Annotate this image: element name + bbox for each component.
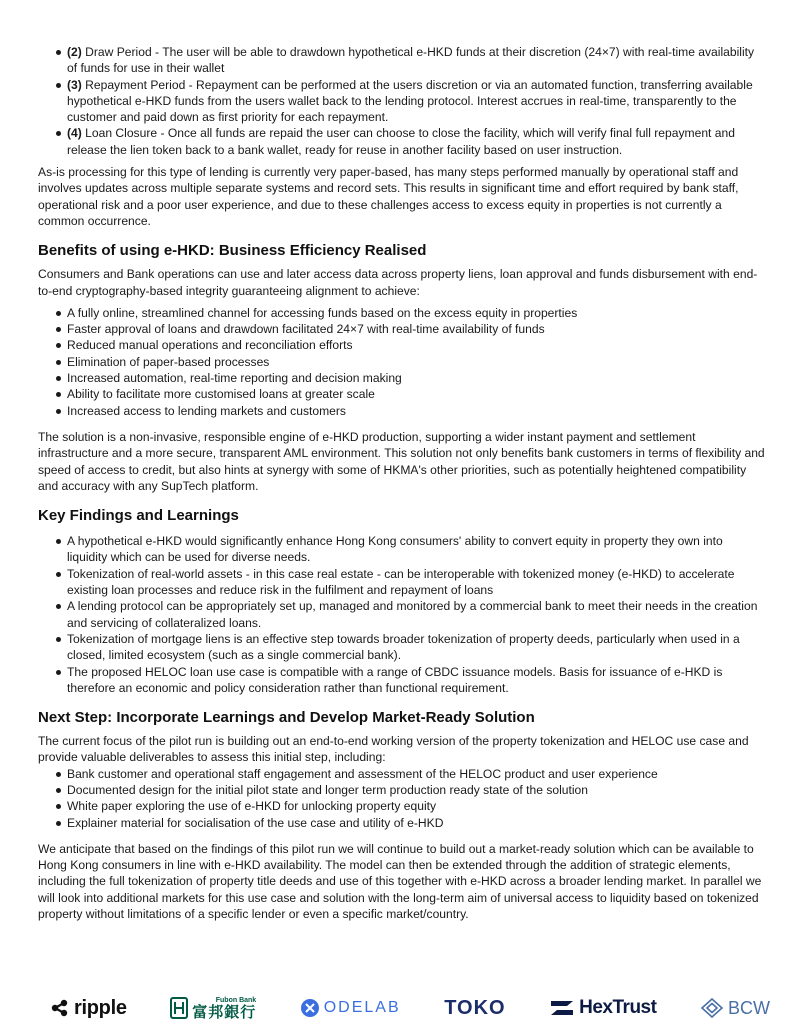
benefits-list <box>38 305 766 419</box>
phase-text: Loan Closure - Once all funds are repaid the user can choose to close the facility, which will verify final full repayment and release the lien token back to a bank wallet, ready for reuse in another facility based on user instruction. <box>67 126 735 157</box>
list-item: Explainer material for socialisation of the use case and utility of e-HKD <box>38 815 766 831</box>
ripple-logo <box>50 996 127 1019</box>
list-item: Faster approval of loans and drawdown facilitated 24×7 with real-time availability of funds <box>38 321 766 337</box>
list-item: Tokenization of real-world assets - in this case real estate - can be interoperable with tokenized money (e-HKD) to accelerate existing loan processes and reduce risk in the fulfilment and repayment of loans <box>38 566 766 599</box>
fubon-logo <box>170 997 256 1020</box>
next-step-heading: Next Step: Incorporate Learnings and Develop Market-Ready Solution <box>38 709 535 727</box>
odelab-mark-icon <box>300 998 320 1018</box>
fubon-mark-icon <box>170 997 188 1019</box>
next-step-intro: The current focus of the pilot run is building out an end-to-end working version of the property tokenization and HELOC use case and provide valuable deliverables to assess this initial step, including: <box>38 734 749 765</box>
list-item: A fully online, streamlined channel for accessing funds based on the excess equity in properties <box>38 305 766 321</box>
bcw-logo <box>700 998 770 1018</box>
hextrust-mark-icon <box>549 999 575 1017</box>
odelab-logo <box>300 998 401 1018</box>
bcw-mark-icon <box>700 998 724 1018</box>
toko-wordmark: TOKO <box>444 996 506 1019</box>
list-item: Increased automation, real-time reporting and decision making <box>38 370 766 386</box>
list-item <box>38 125 766 158</box>
next-step-list <box>38 766 766 831</box>
odelab-wordmark: ODELAB <box>323 998 401 1016</box>
list-item: Increased access to lending markets and customers <box>38 403 766 419</box>
fubon-english-name: Fubon Bank <box>215 996 257 1004</box>
phase-number: (3) <box>67 77 82 92</box>
list-item: Elimination of paper-based processes <box>38 354 766 370</box>
toko-logo <box>444 996 506 1019</box>
benefits-closing: The solution is a non-invasive, responsible engine of e-HKD production, supporting a wider instant payment and settlement infrastructure and a more secure, transparent AML environment. This solution not only benefits bank customers in terms of flexibility and speed of access to credit, but also hints at synergy with some of HKMA's other priorities, such as potentially heightened compatibility and accuracy with any SupTech platform. <box>38 429 765 493</box>
findings-list <box>38 533 766 696</box>
phase-text: Draw Period - The user will be able to drawdown hypothetical e-HKD funds at their discretion (24×7) with real-time availability of funds for use in their wallet <box>67 45 755 76</box>
benefits-intro: Consumers and Bank operations can use and later access data across property liens, loan approval and funds disbursement with end-to-end cryptography-based integrity guaranteeing alignment to achieve: <box>38 267 758 298</box>
list-item: A hypothetical e-HKD would significantly enhance Hong Kong consumers' ability to convert equity in property they own into liquidity which can be used for diverse needs. <box>38 533 766 566</box>
ripple-mark-icon <box>50 999 70 1017</box>
findings-heading: Key Findings and Learnings <box>38 507 239 525</box>
phase-list <box>38 44 766 158</box>
fubon-chinese-name: 富邦銀行 <box>192 1003 257 1021</box>
bcw-wordmark: BCW <box>727 997 770 1018</box>
benefits-heading: Benefits of using e-HKD: Business Efficiency Realised <box>38 242 427 260</box>
fubon-text-group <box>192 997 256 1020</box>
list-item: White paper exploring the use of e-HKD for unlocking property equity <box>38 798 766 814</box>
partner-logos <box>50 993 770 1023</box>
asis-paragraph: As-is processing for this type of lending is currently very paper-based, has many steps performed manually by operational staff and involves updates across multiple separate systems and record sets. This results in significant time and effort required by bank staff, operational risk and a poor user experience, and due to these challenges access to excess equity in properties is not currently a common occurrence. <box>38 165 739 228</box>
phase-text: Repayment Period - Repayment can be performed at the users discretion or via an automated function, transferring available hypothetical e-HKD funds from the users wallet back to the lending protocol. Interest accrues in real-time, transparently to the customer and paid down as first priority for each repayment. <box>67 77 753 125</box>
list-item: Bank customer and operational staff engagement and assessment of the HELOC product and user experience <box>38 766 766 782</box>
list-item <box>38 77 766 126</box>
ripple-wordmark: ripple <box>74 996 127 1019</box>
next-step-closing: We anticipate that based on the findings of this pilot run we will continue to build out a market-ready solution which can be available to Hong Kong consumers in line with e-HKD availability. The model can then be extended through the addition of strategic elements, including the full tokenization of property title deeds and use of this together with e-HKD across a broader lending market. In parallel we will look into additional markets for this use case and solution with the long-term aim of universal access to liquidity based on tokenized property without limitations of a specific lender or even a specific market/country. <box>38 841 762 922</box>
list-item: A lending protocol can be appropriately set up, managed and monitored by a commercial bank to meet their needs in the creation and servicing of collateralized loans. <box>38 598 766 631</box>
list-item: Documented design for the initial pilot state and longer term production ready state of the solution <box>38 782 766 798</box>
list-item: The proposed HELOC loan use case is compatible with a range of CBDC issuance models. Basis for issuance of e-HKD is therefore an economic and policy consideration rather than functional requirement. <box>38 664 766 697</box>
document-page <box>38 44 766 922</box>
list-item: Tokenization of mortgage liens is an effective step towards broader tokenization of property deeds, particularly when used in a closed, limited ecosystem (such as a single commercial bank). <box>38 631 766 664</box>
list-item: Reduced manual operations and reconciliation efforts <box>38 337 766 353</box>
phase-number: (2) <box>67 45 82 59</box>
phase-number: (4) <box>67 126 82 141</box>
hextrust-logo <box>549 996 657 1018</box>
list-item <box>38 44 766 77</box>
hextrust-wordmark: HexTrust <box>579 996 657 1018</box>
list-item: Ability to facilitate more customised loans at greater scale <box>38 386 766 402</box>
